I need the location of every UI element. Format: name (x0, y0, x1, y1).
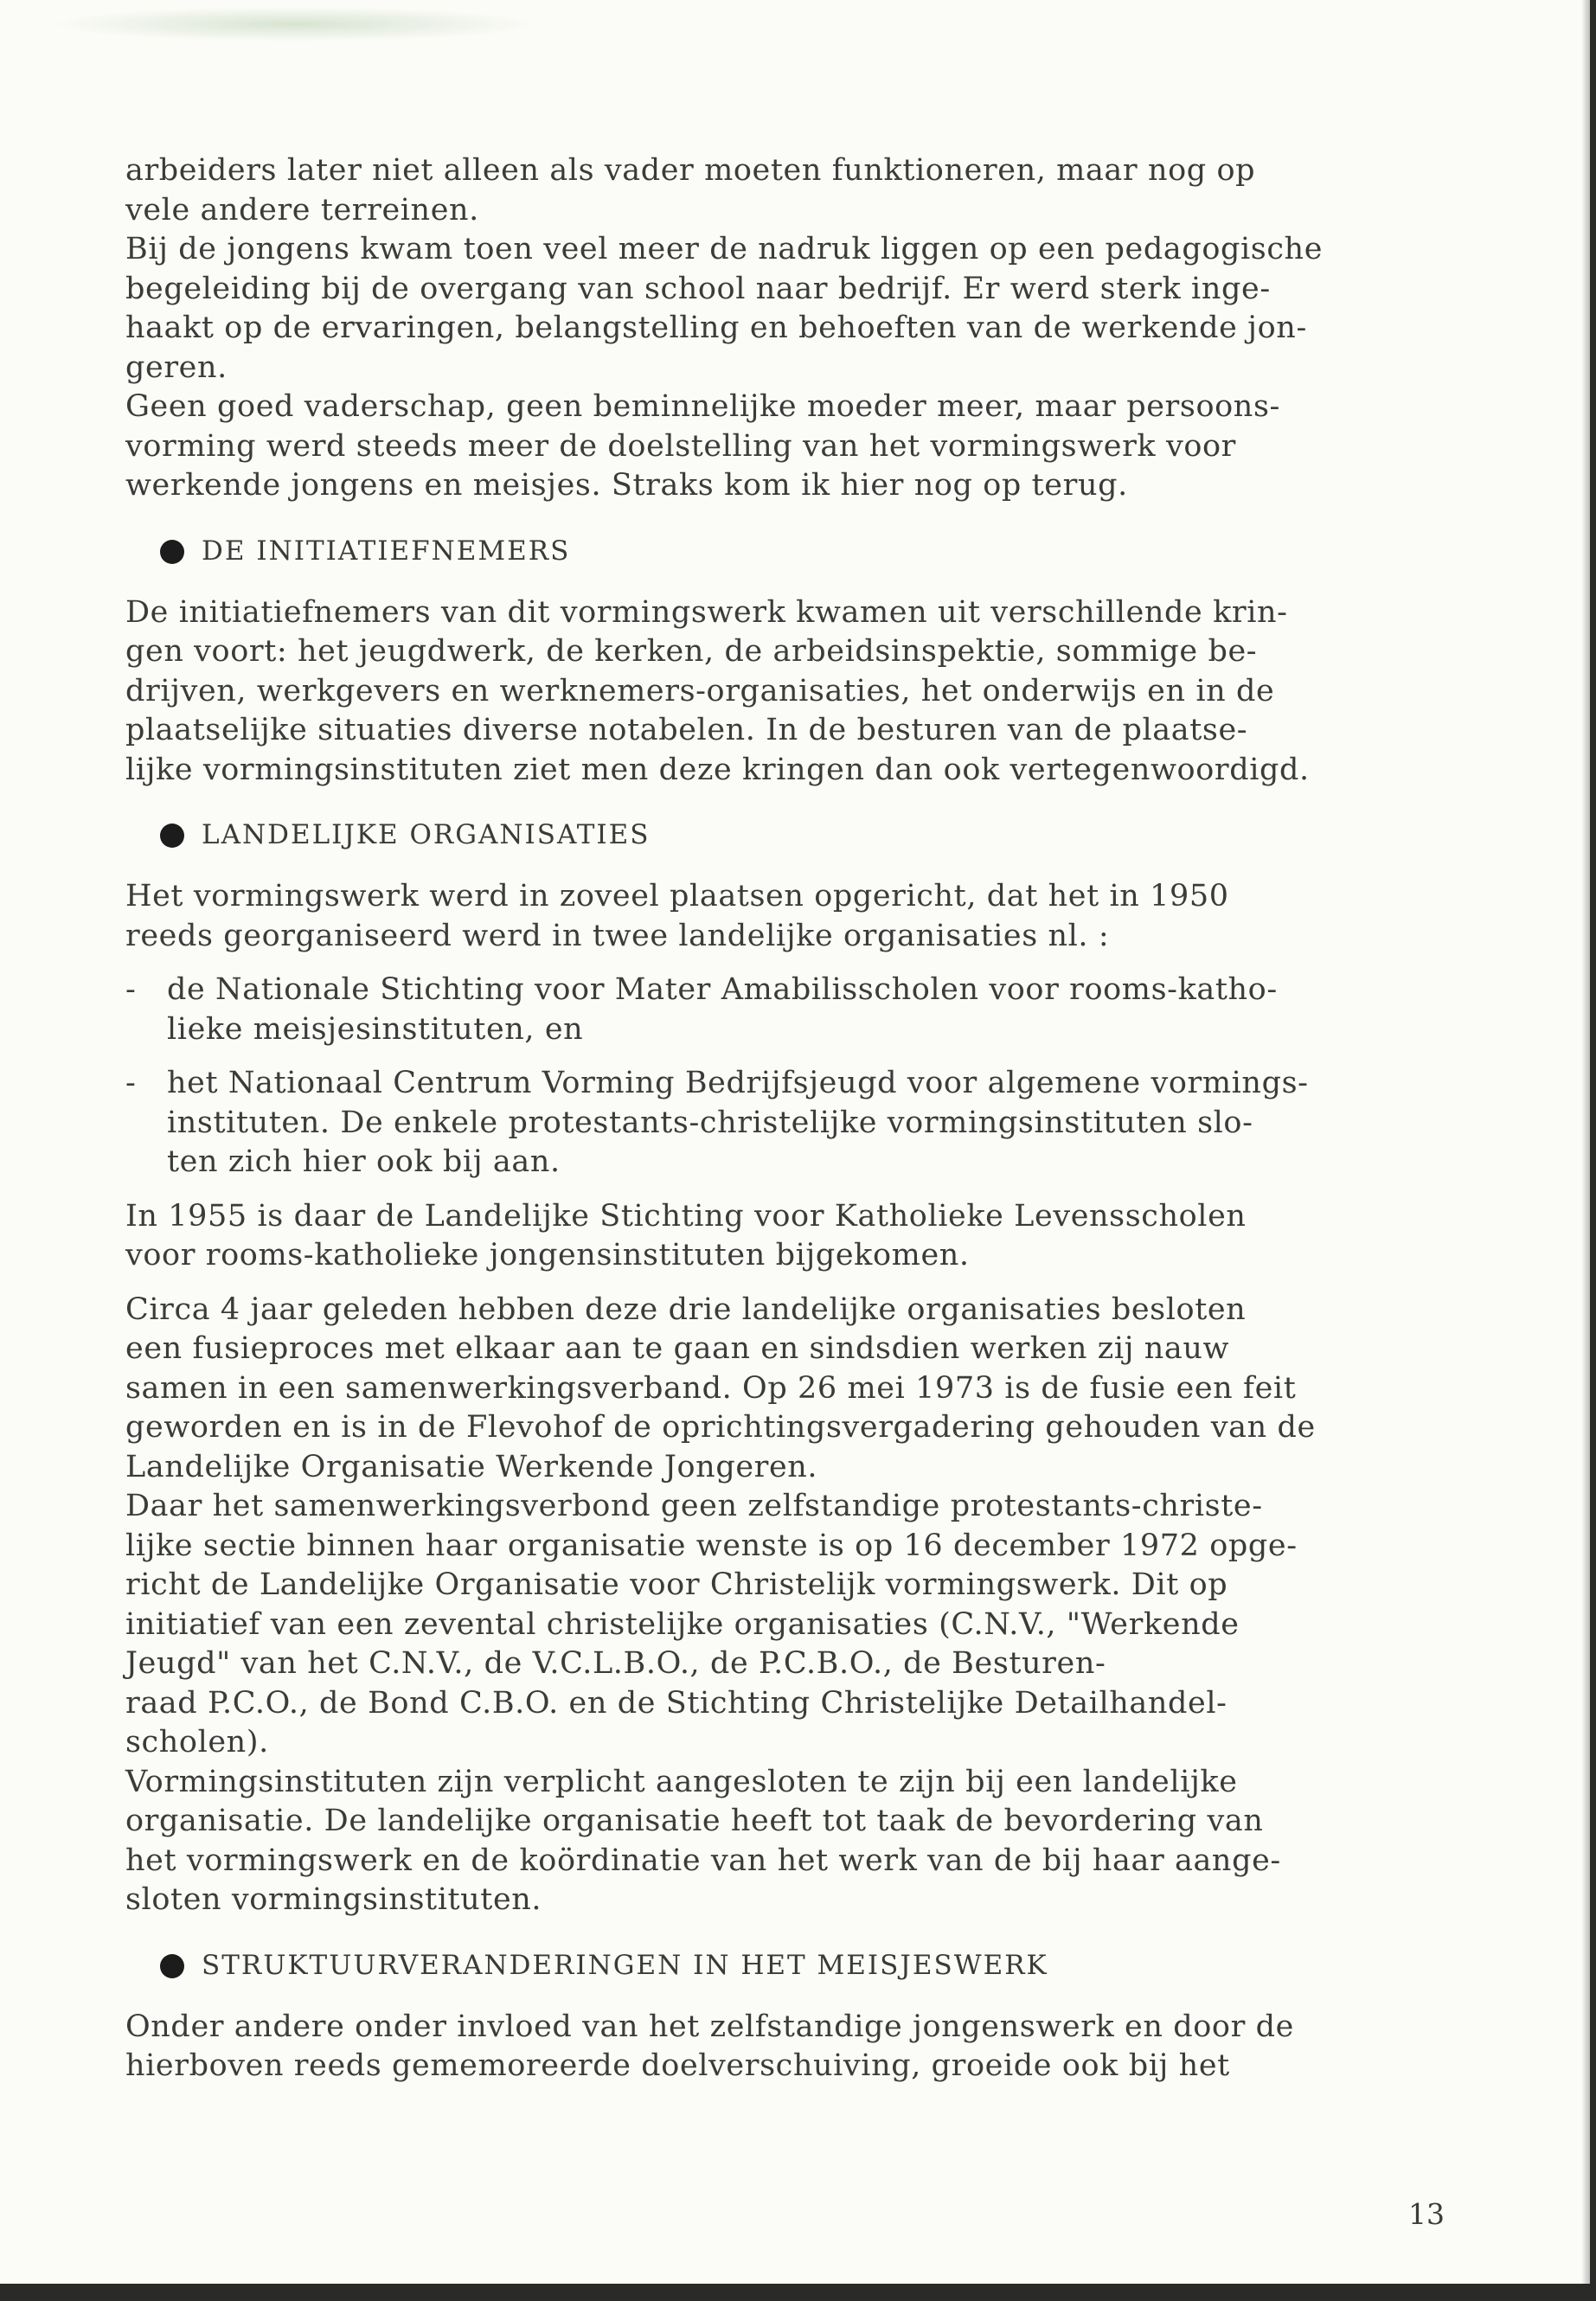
section3-paragraph (125, 2008, 1462, 2086)
text-line: lieke meisjesinstituten, en (167, 1011, 584, 1047)
text-line: Jeugd" van het C.N.V., de V.C.L.B.O., de P.C.B.O., de Besturen- (125, 1646, 1106, 1681)
section-heading-initiatiefnemers (125, 535, 1462, 569)
text-line: samen in een samenwerkingsverband. Op 26 mei 1973 is de fusie een feit (125, 1370, 1297, 1406)
text-line: scholen). (125, 1725, 269, 1759)
text-line: vele andere terreinen. (125, 192, 479, 228)
text-line: plaatselijke situaties diverse notabelen. In de besturen van de plaatse- (125, 713, 1248, 747)
text-line: lijke sectie binnen haar organisatie wenste is op 16 december 1972 opge- (125, 1528, 1298, 1563)
text-line: De initiatiefnemers van dit vormingswerk kwamen uit verschillende krin- (125, 594, 1288, 630)
section-heading-struktuurveranderingen (125, 1949, 1462, 1984)
section-heading-landelijke-organisaties (125, 818, 1462, 853)
text-line: begeleiding bij de overgang van school naar bedrijf. Er werd sterk inge- (125, 271, 1271, 306)
text-line: raad P.C.O., de Bond C.B.O. en de Stichting Christelijke Detailhandel- (125, 1685, 1227, 1721)
text-line: Geen goed vaderschap, geen beminnelijke moeder meer, maar persoons- (125, 389, 1280, 424)
list-dash: - (125, 1066, 137, 1100)
scan-smudge (52, 7, 536, 42)
text-line: instituten. De enkele protestants-christelijke vormingsinstituten slo- (167, 1105, 1253, 1140)
text-line: initiatief van een zevental christelijke organisaties (C.N.V., "Werkende (125, 1606, 1240, 1642)
page-number: 13 (1408, 2197, 1445, 2231)
bullet-dot-icon (160, 1954, 184, 1978)
text-line: Vormingsinstituten zijn verplicht aangesloten te zijn bij een landelijke (125, 1764, 1238, 1799)
list-item (125, 971, 1462, 1049)
text-line: een fusieproces met elkaar aan te gaan en sindsdien werken zij nauw (125, 1331, 1230, 1366)
text-line: In 1955 is daar de Landelijke Stichting voor Katholieke Levensscholen (125, 1198, 1247, 1234)
section-heading-text: STRUKTUURVERANDERINGEN IN HET MEISJESWERK (202, 1949, 1048, 1981)
text-line: sloten vormingsinstituten. (125, 1882, 542, 1917)
text-line: het Nationaal Centrum Vorming Bedrijfsjeugd voor algemene vormings- (167, 1066, 1309, 1100)
text-line: gen voort: het jeugdwerk, de kerken, de arbeidsinspektie, sommige be- (125, 634, 1258, 669)
page-content (125, 151, 1462, 2086)
text-line: lijke vormingsinstituten ziet men deze kringen dan ook vertegenwoordigd. (125, 752, 1310, 787)
section-heading-text: LANDELIJKE ORGANISATIES (202, 819, 651, 851)
text-line: Daar het samenwerkingsverbond geen zelfstandige protestants-christe- (125, 1489, 1263, 1523)
bullet-dot-icon (160, 824, 184, 848)
text-line: Bij de jongens kwam toen veel meer de nadruk liggen op een pedagogische (125, 232, 1324, 266)
text-line: geworden en is in de Flevohof de oprichtingsvergadering gehouden van de (125, 1410, 1316, 1445)
text-line: Circa 4 jaar geleden hebben deze drie landelijke organisaties besloten (125, 1292, 1247, 1327)
text-line: organisatie. De landelijke organisatie heeft tot taak de bevordering van (125, 1804, 1264, 1838)
text-line: vorming werd steeds meer de doelstelling van het vormingswerk voor (125, 428, 1236, 464)
intro-paragraph (125, 151, 1462, 506)
text-line: geren. (125, 349, 228, 385)
text-line: hierboven reeds gememoreerde doelverschuiving, groeide ook bij het (125, 2048, 1230, 2083)
text-line: haakt op de ervaringen, belangstelling en behoeften van de werkende jon- (125, 311, 1307, 345)
section2-paragraph-1 (125, 877, 1462, 956)
list-item-text (167, 1064, 1462, 1183)
list-item (125, 1064, 1462, 1183)
bullet-dot-icon (160, 540, 184, 564)
text-line: richt de Landelijke Organisatie voor Christelijk vormingswerk. Dit op (125, 1567, 1228, 1602)
text-line: arbeiders later niet alleen als vader moeten funktioneren, maar nog op (125, 153, 1256, 188)
section-heading-text: DE INITIATIEFNEMERS (202, 535, 571, 567)
text-line: werkende jongens en meisjes. Straks kom ik hier nog op terug. (125, 468, 1128, 503)
list-item-text (167, 971, 1462, 1049)
section2-paragraph-3 (125, 1291, 1462, 1920)
text-line: Het vormingswerk werd in zoveel plaatsen opgericht, dat het in 1950 (125, 879, 1229, 913)
section2-paragraph-2 (125, 1197, 1462, 1276)
text-line: het vormingswerk en de koördinatie van het werk van de bij haar aange- (125, 1843, 1281, 1878)
page-edge-shadow (1581, 0, 1590, 2284)
text-line: de Nationale Stichting voor Mater Amabilisscholen voor rooms-katho- (167, 972, 1278, 1007)
text-line: reeds georganiseerd werd in twee landelijke organisaties nl. : (125, 918, 1110, 953)
text-line: drijven, werkgevers en werknemers-organisaties, het onderwijs en in de (125, 673, 1275, 708)
text-line: voor rooms-katholieke jongensinstituten bijgekomen. (125, 1238, 970, 1272)
text-line: Onder andere onder invloed van het zelfstandige jongenswerk en door de (125, 2009, 1294, 2044)
text-line: ten zich hier ook bij aan. (167, 1144, 561, 1179)
section1-paragraph (125, 593, 1462, 791)
list-dash: - (125, 972, 137, 1007)
text-line: Landelijke Organisatie Werkende Jongeren. (125, 1449, 818, 1484)
